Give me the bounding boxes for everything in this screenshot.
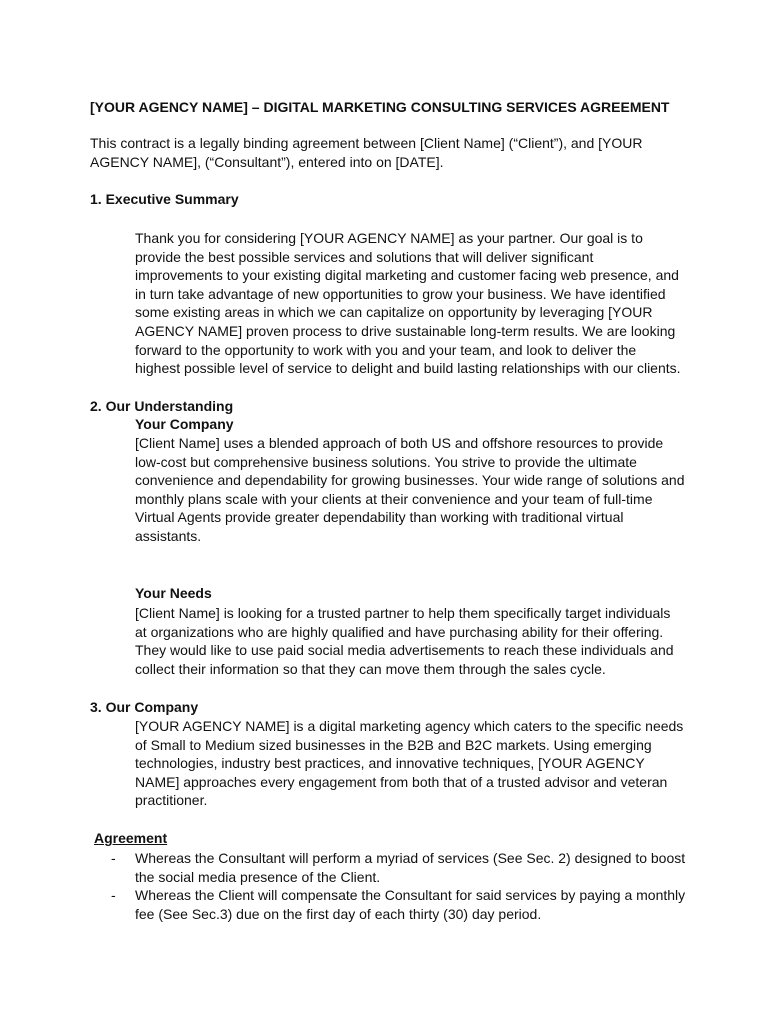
list-item [108,886,698,923]
executive-summary-text: Thank you for considering [YOUR AGENCY NAME] as your partner. Our goal is to provide the best possible services and solutions that will deliver significant improvements to your existing digital marketing and customer facing web presence, and in turn take advantage of new opportunities to grow your business. We have identified some existing areas in which we can capitalize on opportunity by leveraging [YOUR AGENCY NAME] proven process to drive sustainable long-term results. We are looking forward to the opportunity to work with you and your team, and look to deliver the highest possible level of service to delight and build lasting relationships with our clients. [135,230,681,377]
your-needs-text: [Client Name] is looking for a trusted partner to help them specifically target individuals at organizations who are highly qualified and have purchasing ability for their offering. They would like to use paid social media advertisements to reach these individuals and collect their information so that they can move them through the sales cycle. [135,605,674,677]
agreement-list [108,849,698,923]
our-company-heading: 3. Our Company [90,699,199,715]
your-needs-subheading: Your Needs [135,585,212,601]
list-item-text: Whereas the Consultant will perform a myriad of services (See Sec. 2) designed to boost the social media presence of the Client. [135,850,686,885]
list-item [108,849,698,886]
intro-paragraph: This contract is a legally binding agreement between [Client Name] (“Client”), and [YOUR AGENCY NAME], (“Consultant”), entered into on [DATE]. [90,135,643,170]
executive-summary-heading: 1. Executive Summary [90,191,239,207]
list-item-text: Whereas the Client will compensate the Consultant for said services by paying a monthly fee (See Sec.3) due on the first day of each thirty (30) day period. [135,887,686,922]
bullet-dash: - [111,887,116,904]
your-company-text: [Client Name] uses a blended approach of both US and offshore resources to provide low-cost but comprehensive business solutions. You strive to provide the ultimate convenience and dependability for growing businesses. Your wide range of solutions and monthly plans scale with your clients at their convenience and your team of full-time Virtual Agents provide greater dependability than working with traditional virtual assistants. [135,435,685,544]
document-title: [YOUR AGENCY NAME] – DIGITAL MARKETING CONSULTING SERVICES AGREEMENT [90,99,670,115]
our-understanding-heading: 2. Our Understanding [90,398,234,414]
bullet-dash: - [111,850,116,866]
our-company-text: [YOUR AGENCY NAME] is a digital marketing agency which caters to the specific needs of Small to Medium sized businesses in the B2B and B2C markets. Using emerging technologies, industry best practices, and innovative techniques, [YOUR AGENCY NAME] approaches every engagement from both that of a trusted advisor and veteran practitioner. [135,718,684,809]
agreement-heading: Agreement [94,830,168,846]
your-company-subheading: Your Company [135,416,234,432]
